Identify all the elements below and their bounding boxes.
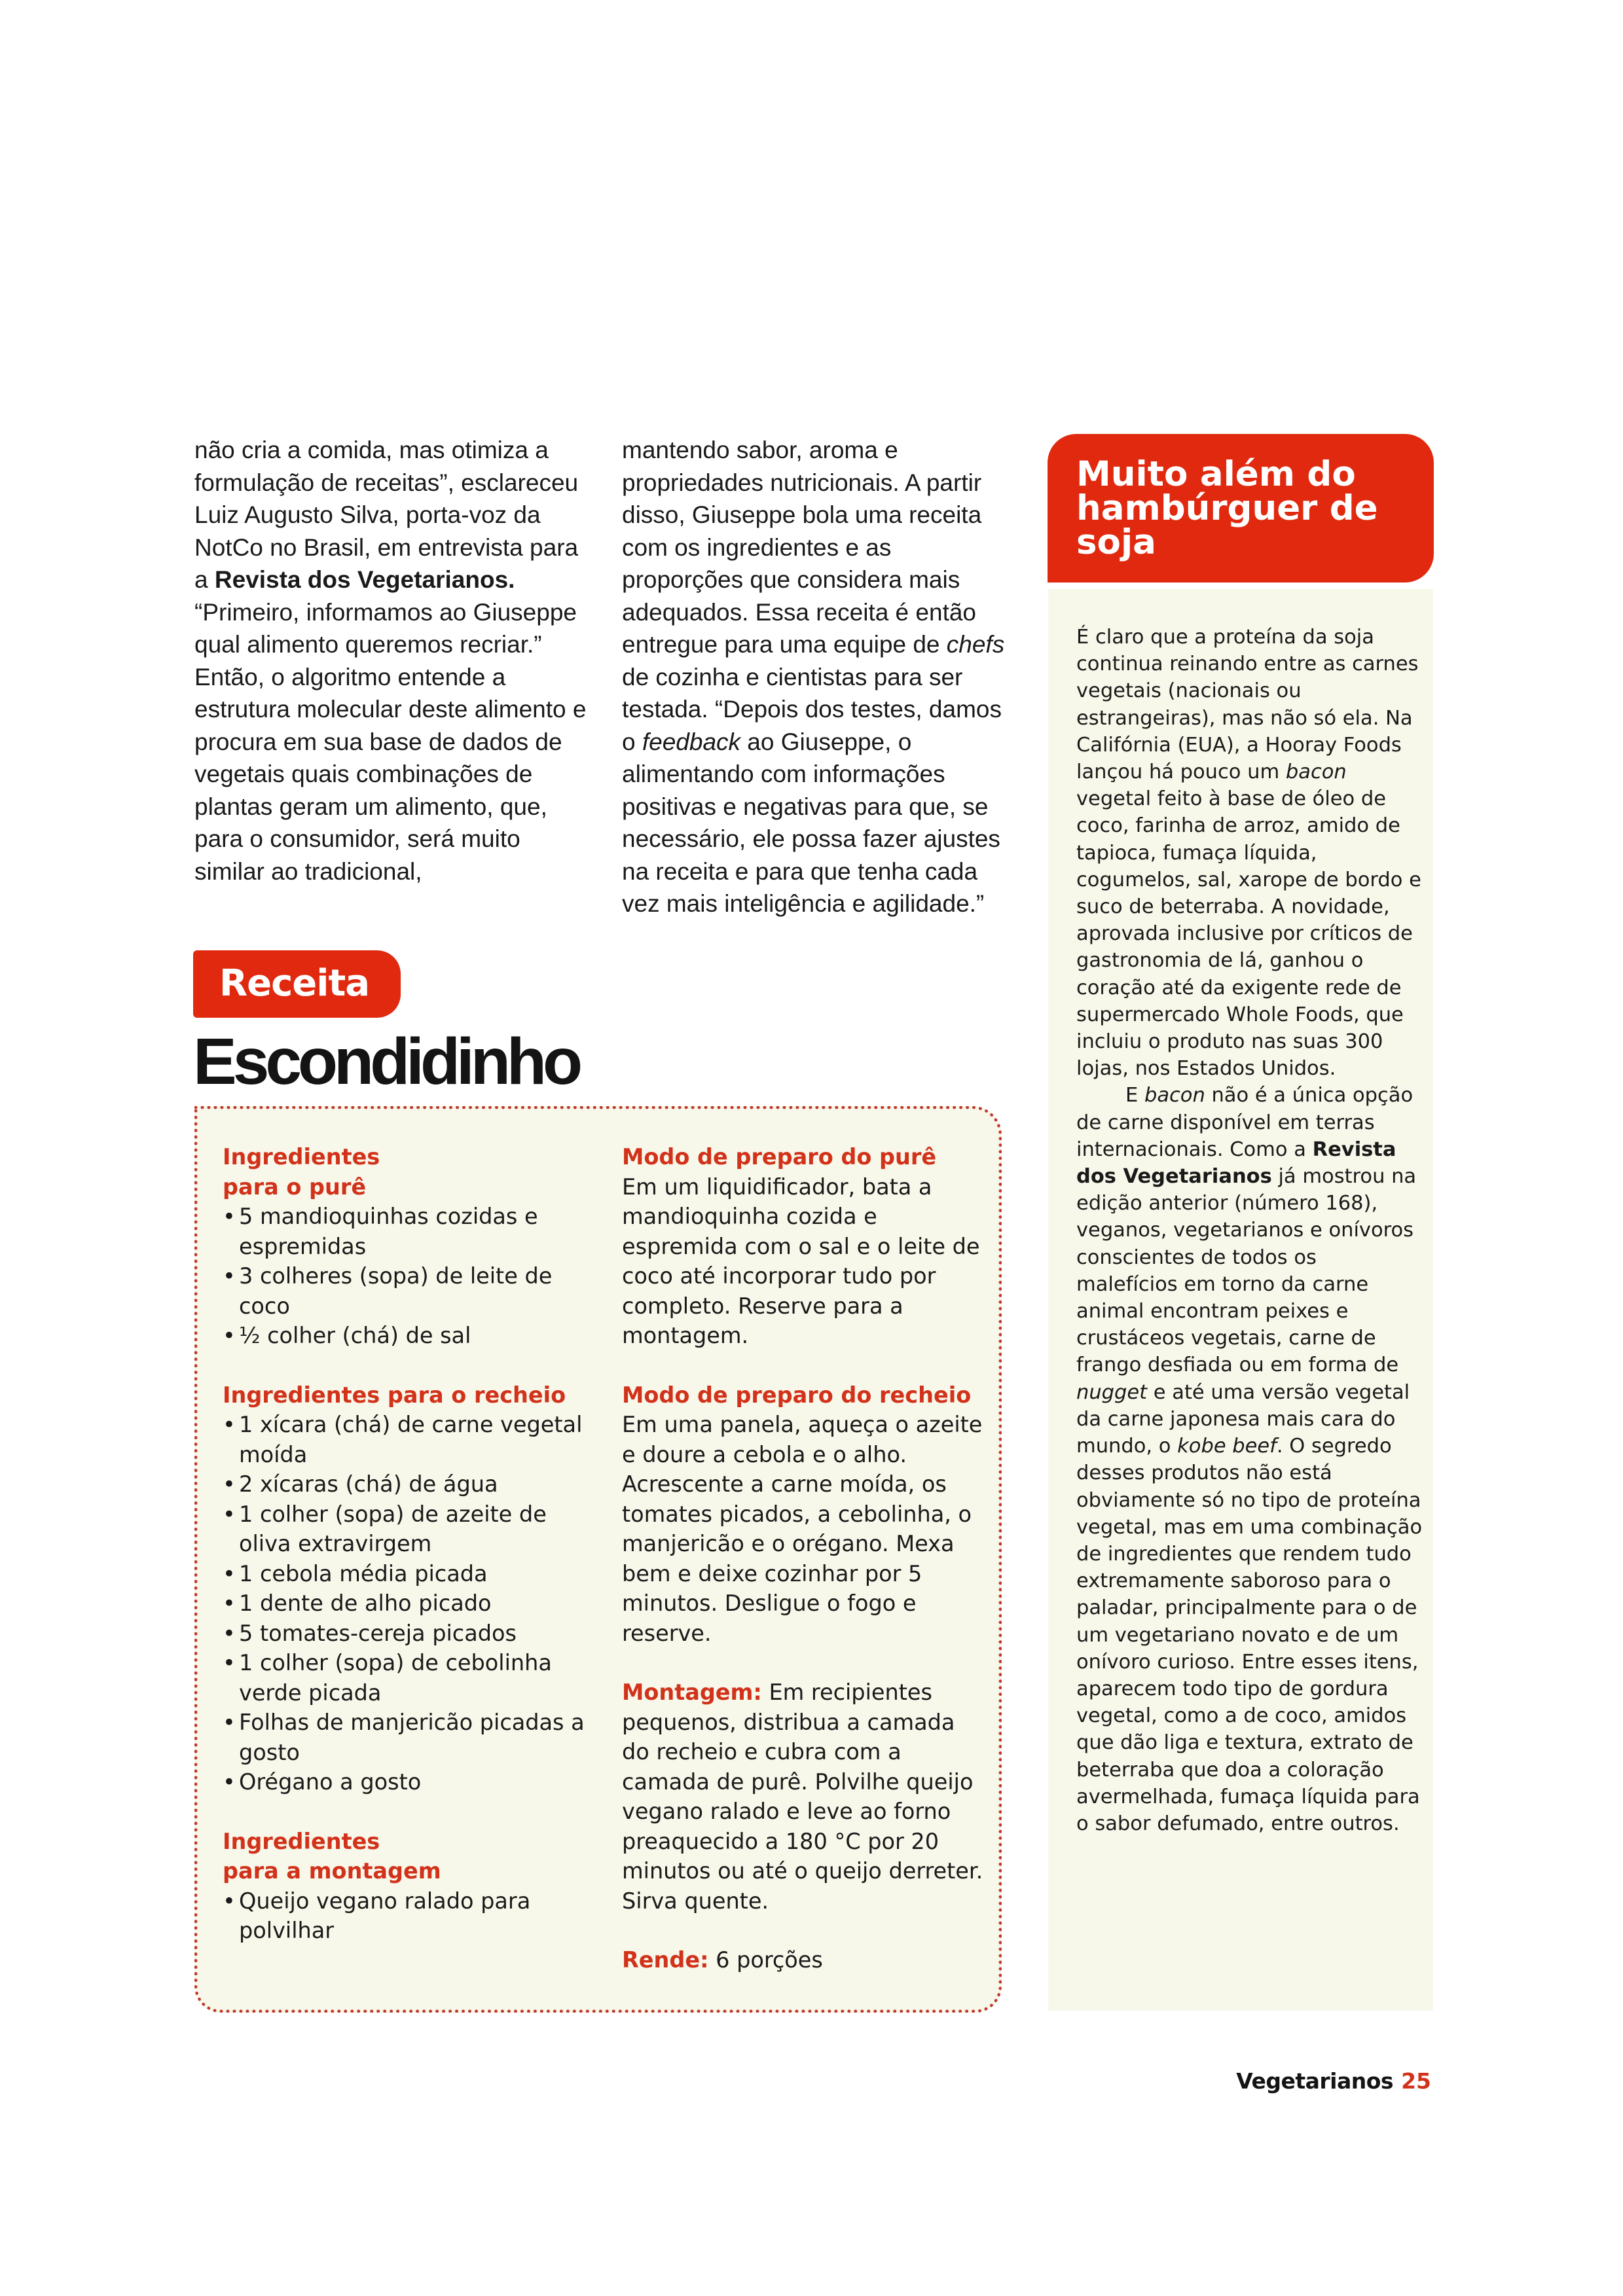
recipe-tag bbox=[193, 950, 401, 1018]
text-run: já mostrou na edição anterior (número 168), veganos, vegetarianos e onívoros conscientes de todos os malefícios em torno da carne animal encontram peixes e crustáceos vegetais, carne de frango desfiada ou em forma de bbox=[1076, 1165, 1417, 1377]
montagem-section bbox=[622, 1677, 989, 1916]
ingredients-montagem-list bbox=[223, 1886, 596, 1946]
italic-term: bacon bbox=[1285, 761, 1347, 784]
heading-line: Ingredientes bbox=[223, 1144, 380, 1170]
list-item: • 5 tomates-cereja picados bbox=[223, 1619, 596, 1649]
article-paragraph bbox=[622, 434, 1015, 920]
sidebar-paragraph bbox=[1076, 1082, 1423, 1837]
italic-term: bacon bbox=[1144, 1084, 1205, 1107]
yield-section bbox=[622, 1945, 989, 1975]
text-run: “Primeiro, informamos ao Giuseppe qual alimento queremos recriar.” Então, o algoritmo entende a estrutura molecular deste alimento e procura em sua base de dados de vegetais quais combinações de plantas geram um alimento, que, para o consumidor, será muito similar ao tradicional, bbox=[194, 598, 587, 885]
list-item: • ½ colher (chá) de sal bbox=[223, 1321, 596, 1351]
recipe-tag-label: Receita bbox=[219, 962, 370, 1005]
heading-line: para a montagem bbox=[223, 1858, 441, 1884]
preparo-pure-text: Em um liquidificador, bata a mandioquinha cozida e espremida com o sal e o leite de coco até incorporar tudo por completo. Reserve para a montagem. bbox=[622, 1174, 980, 1348]
text-run: mantendo sabor, aroma e propriedades nutricionais. A partir disso, Giuseppe bola uma receita com os ingredientes e as proporções que considera mais adequados. Essa receita é então entregue para uma equipe de bbox=[622, 437, 982, 658]
list-item: • Queijo vegano ralado para polvilhar bbox=[223, 1886, 596, 1946]
italic-term: nugget bbox=[1076, 1380, 1148, 1404]
yield-value: 6 porções bbox=[708, 1947, 823, 1973]
text-run: e até uma versão vegetal da carne japonesa mais cara do mundo, o bbox=[1076, 1380, 1410, 1458]
list-item: • Orégano a gosto bbox=[223, 1767, 596, 1797]
page-footer bbox=[1236, 2068, 1431, 2094]
sidebar-title: Muito além do hambúrguer de soja bbox=[1076, 454, 1378, 562]
ingredients-pure-list bbox=[223, 1202, 596, 1351]
sidebar-text bbox=[1076, 624, 1423, 1837]
preparo-pure-heading: Modo de preparo do purê bbox=[622, 1144, 937, 1170]
recipe-method-column bbox=[622, 1142, 989, 1975]
page-number: 25 bbox=[1401, 2068, 1431, 2094]
italic-term: feedback bbox=[642, 728, 741, 755]
magazine-name-bold: Revista dos Vegetarianos. bbox=[214, 566, 515, 593]
list-item: • Folhas de manjericão picadas a gosto bbox=[223, 1708, 596, 1767]
sidebar-paragraph bbox=[1076, 624, 1423, 1082]
preparo-recheio-text: Em uma panela, aqueça o azeite e doure a cebola e o alho. Acrescente a carne moída, os tomates picados, a cebolinha, o manjericão e o orégano. Mexa bem e deixe cozinhar por 5 minutos. Desligue o fogo e reserve. bbox=[622, 1412, 983, 1646]
ingredients-recheio-list bbox=[223, 1410, 596, 1797]
list-item: • 1 colher (sopa) de cebolinha verde picada bbox=[223, 1648, 596, 1708]
text-run: E bbox=[1125, 1084, 1144, 1107]
text-run: ao Giuseppe, o alimentando com informações positivas e negativas para que, se necessário, ele possa fazer ajustes na receita e para que tenha cada vez mais inteligência e agilidade.” bbox=[622, 728, 1000, 917]
article-paragraph bbox=[194, 434, 587, 888]
yield-label: Rende: bbox=[622, 1947, 709, 1973]
magazine-name-bold: Revista dos Vegetarianos bbox=[1076, 1138, 1396, 1189]
ingredients-pure-heading bbox=[223, 1142, 596, 1202]
recipe-ingredients-column bbox=[223, 1142, 596, 1975]
ingredients-montagem-section bbox=[223, 1827, 596, 1946]
text-run: de cozinha e cientistas para ser testada. “Depois dos testes, damos o bbox=[622, 663, 1002, 755]
article-column-2 bbox=[622, 434, 1015, 920]
list-item: • 1 colher (sopa) de azeite de oliva extravirgem bbox=[223, 1499, 596, 1559]
text-run: vegetal feito à base de óleo de coco, farinha de arroz, amido de tapioca, fumaça líquida, cogumelos, sal, xarope de bordo e suco de beterraba. A novidade, aprovada inclusive por críticos de gastronomia de lá, ganhou o coração até da exigente rede de supermercado Whole Foods, que incluiu o produto nas suas 300 lojas, nos Estados Unidos. bbox=[1076, 787, 1421, 1081]
text-run: . O segredo desses produtos não está obviamente só no tipo de proteína vegetal, mas em uma combinação de ingredientes que rendem tudo extremamente saboroso para o paladar, principalmente para o de um vegetariano novato e de um onívoro curioso. Entre esses itens, aparecem todo tipo de gordura vegetal, como a de coco, amidos que dão liga e textura, extrato de beterraba que doa a coloração avermelhada, fumaça líquida para o sabor defumado, entre outros. bbox=[1076, 1435, 1423, 1835]
ingredients-pure-section bbox=[223, 1142, 596, 1351]
article-column-1 bbox=[194, 434, 587, 888]
list-item: • 5 mandioquinhas cozidas e espremidas bbox=[223, 1202, 596, 1261]
magazine-name: Vegetarianos bbox=[1236, 2068, 1394, 2094]
heading-line: Ingredientes bbox=[223, 1828, 380, 1854]
preparo-pure-section bbox=[622, 1142, 989, 1351]
recipe-title: Escondidinho bbox=[193, 1025, 579, 1098]
italic-term: chefs bbox=[946, 631, 1005, 658]
list-item: • 3 colheres (sopa) de leite de coco bbox=[223, 1261, 596, 1321]
ingredients-recheio-section bbox=[223, 1380, 596, 1797]
text-run: É claro que a proteína da soja continua reinando entre as carnes vegetais (nacionais ou estrangeiras), mas não só ela. Na Califórnia (EUA), a Hooray Foods lançou há pouco um bbox=[1076, 626, 1419, 784]
italic-term: kobe beef bbox=[1177, 1435, 1277, 1458]
list-item: • 1 xícara (chá) de carne vegetal moída bbox=[223, 1410, 596, 1469]
montagem-text: Em recipientes pequenos, distribua a camada do recheio e cubra com a camada de purê. Polvilhe queijo vegano ralado e leve ao forno preaquecido a 180 °C por 20 minutos ou até o queijo derreter. Sirva quente. bbox=[622, 1679, 983, 1914]
montagem-label: Montagem: bbox=[622, 1679, 762, 1705]
heading-line: para o purê bbox=[223, 1174, 367, 1200]
list-item: • 1 cebola média picada bbox=[223, 1559, 596, 1589]
ingredients-recheio-heading: Ingredientes para o recheio bbox=[223, 1382, 566, 1408]
text-run: não é a única opção de carne disponível em terras internacionais. Como a bbox=[1076, 1084, 1413, 1161]
sidebar-header bbox=[1048, 434, 1434, 583]
list-item: • 1 dente de alho picado bbox=[223, 1588, 596, 1619]
preparo-recheio-heading: Modo de preparo do recheio bbox=[622, 1382, 972, 1408]
preparo-recheio-section bbox=[622, 1380, 989, 1649]
text-run: não cria a comida, mas otimiza a formulação de receitas”, esclareceu Luiz Augusto Silva, porta-voz da NotCo no Brasil, em entrevista para a bbox=[194, 437, 579, 593]
ingredients-montagem-heading bbox=[223, 1827, 596, 1886]
list-item: • 2 xícaras (chá) de água bbox=[223, 1469, 596, 1499]
